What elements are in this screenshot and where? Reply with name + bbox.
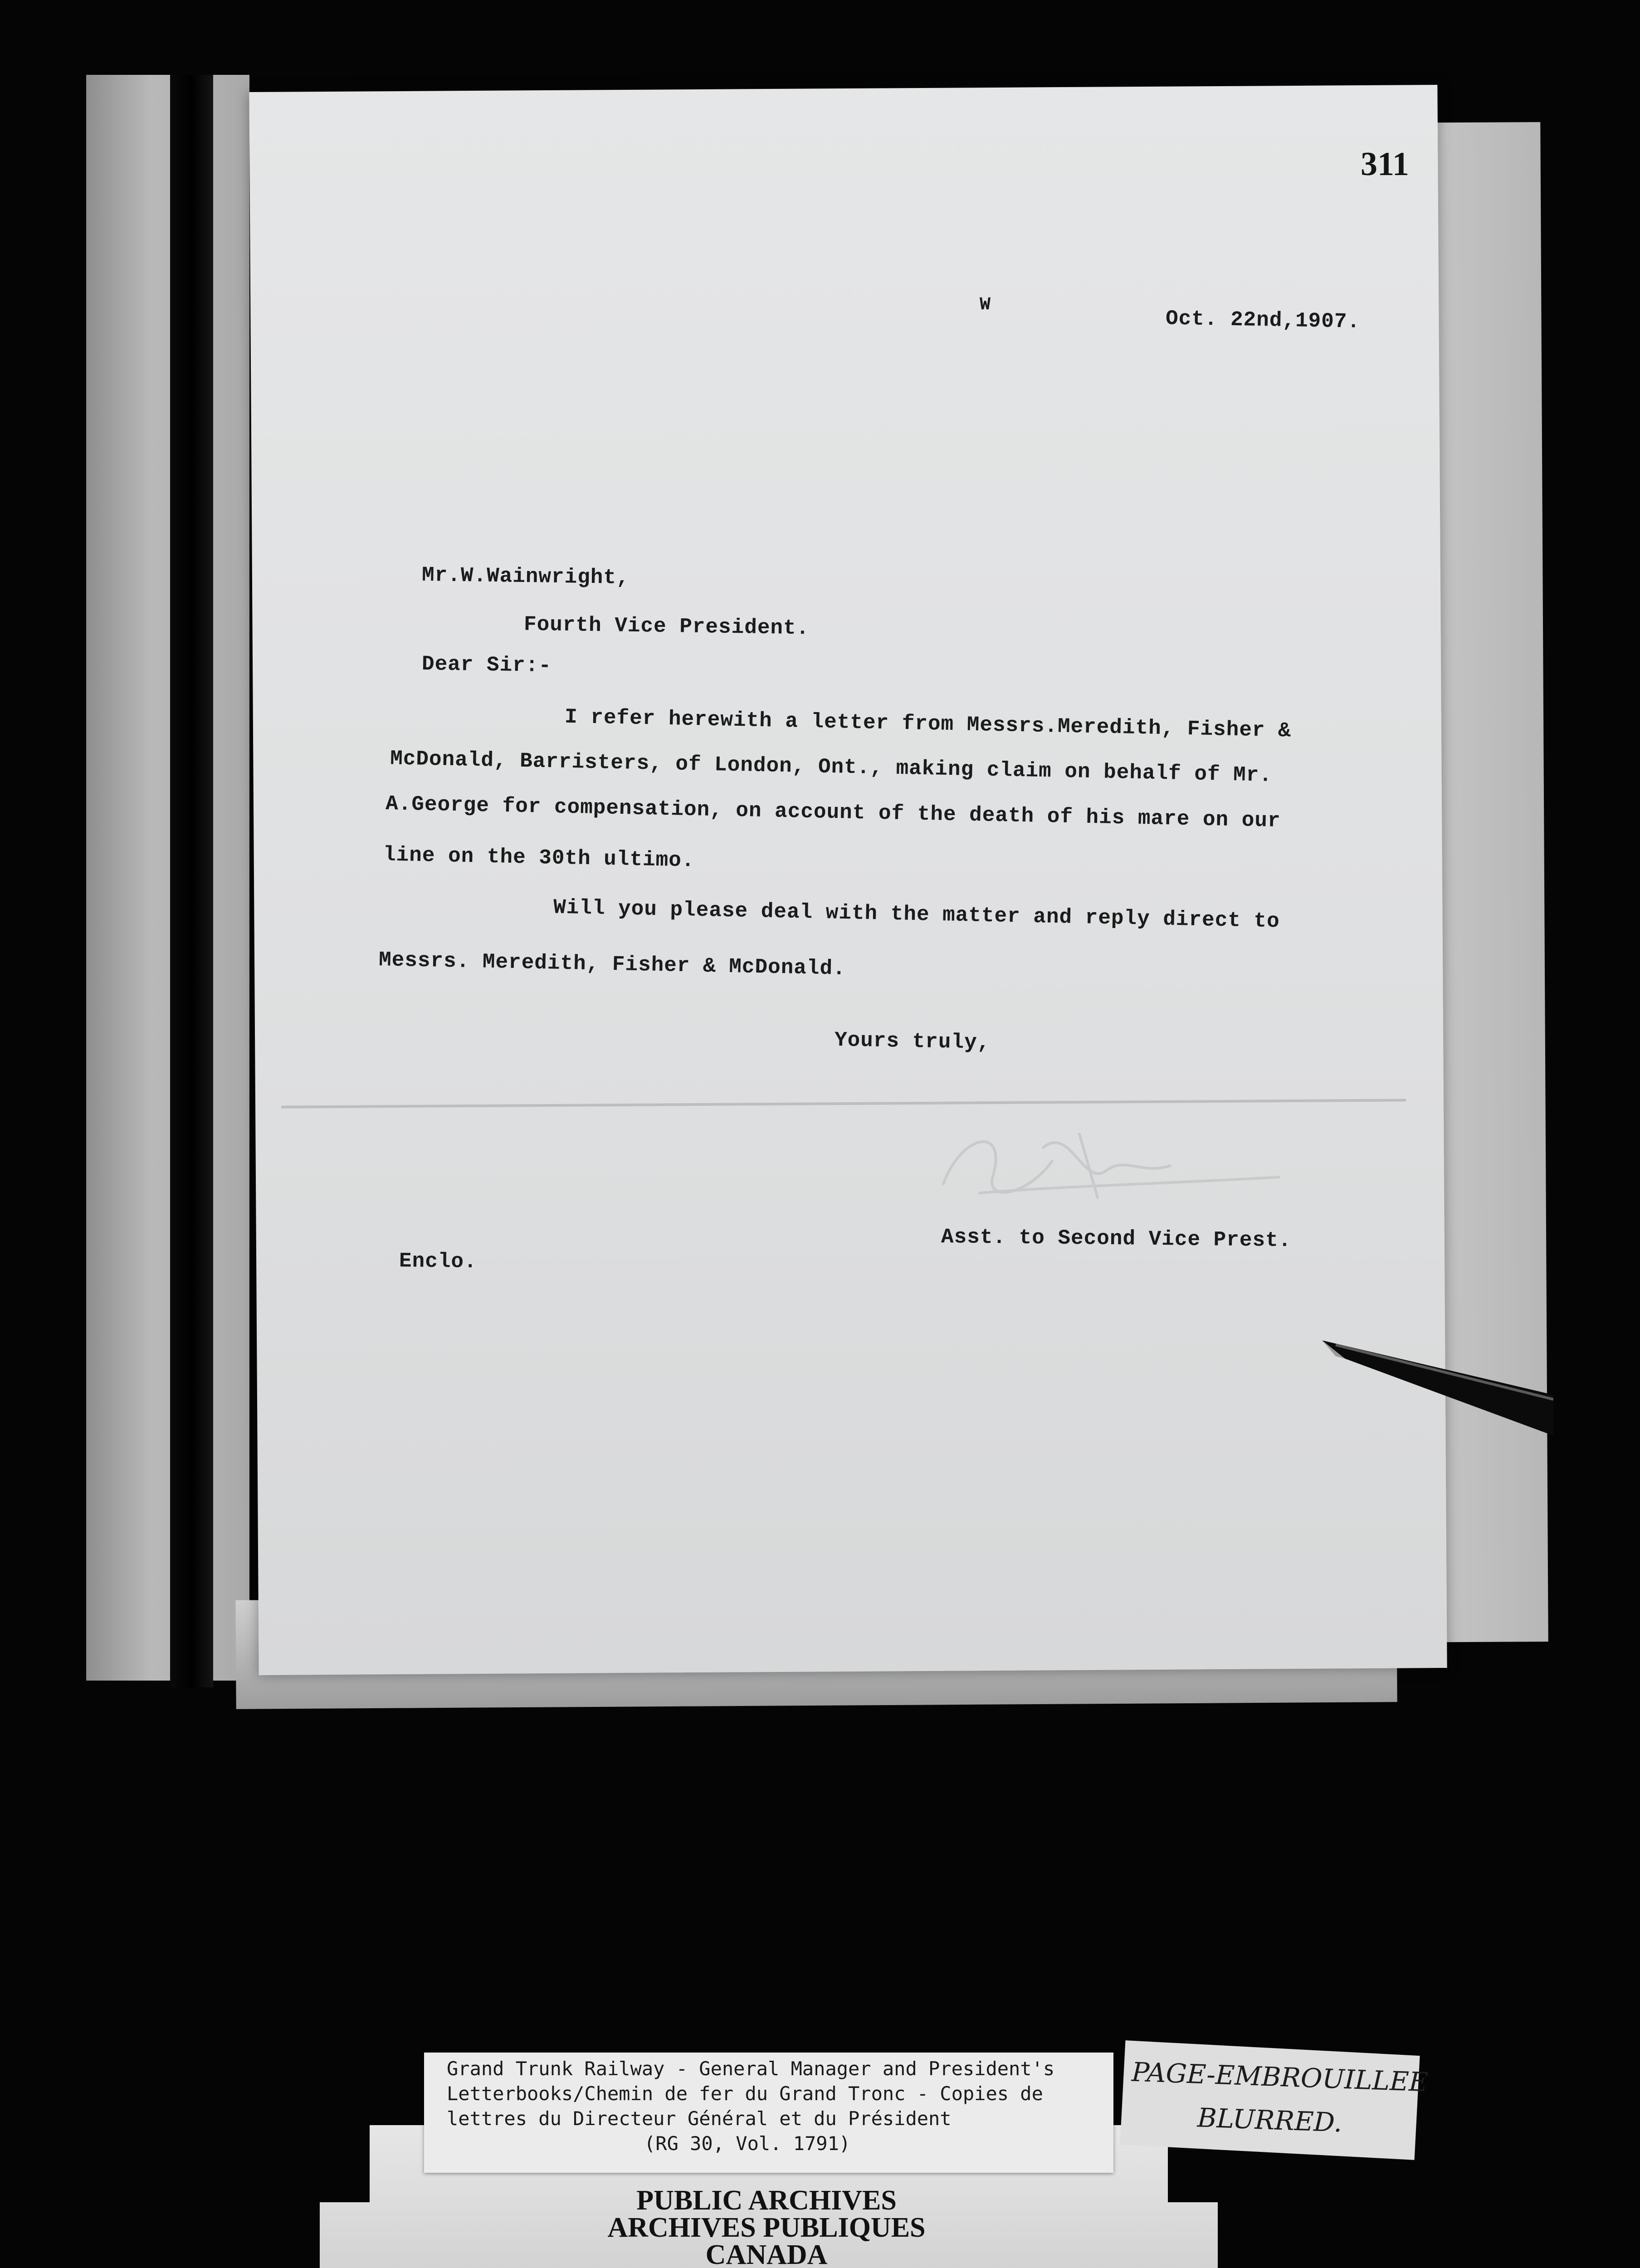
- initial-mark: W: [980, 295, 991, 315]
- left-page: [86, 75, 249, 1681]
- body-line: line on the 30th ultimo.: [383, 843, 695, 873]
- enclosure-note: Enclo.: [399, 1249, 477, 1274]
- salutation: Dear Sir:-: [421, 652, 552, 678]
- body-line: A.George for compensation, on account of the death of his mare on our: [385, 792, 1281, 833]
- archive-country: CANADA: [705, 2239, 828, 2268]
- recipient-title: Fourth Vice President.: [523, 612, 810, 640]
- letter-date: Oct. 22nd,1907.: [1165, 307, 1361, 334]
- faded-signature: [889, 1107, 1297, 1216]
- body-line: McDonald, Barristers, of London, Ont., making claim on behalf of Mr.: [390, 747, 1273, 787]
- handwritten-note: BLURRED.: [1196, 2102, 1343, 2138]
- binding-shadow: [170, 75, 213, 1687]
- pen-icon: [1318, 1331, 1553, 1495]
- archive-name: ARCHIVES PUBLIQUES: [607, 2212, 926, 2243]
- recipient-name: Mr.W.Wainwright,: [421, 563, 630, 590]
- collection-line: Letterbooks/Chemin de fer du Grand Tronc - Copies de: [447, 2082, 1043, 2105]
- signature-title: Asst. to Second Vice Prest.: [941, 1225, 1292, 1253]
- collection-line: (RG 30, Vol. 1791): [644, 2132, 851, 2155]
- handwritten-note: PAGE-EMBROUILLEE: [1131, 2056, 1429, 2098]
- archive-name: PUBLIC ARCHIVES: [636, 2185, 897, 2216]
- collection-line: lettres du Directeur Général et du Président: [447, 2107, 952, 2130]
- body-line: I refer herewith a letter from Messrs.Meredith, Fisher &: [564, 705, 1292, 743]
- label-notch: [320, 2125, 370, 2202]
- body-line: Messrs. Meredith, Fisher & McDonald.: [378, 948, 846, 981]
- page-number: 311: [1361, 146, 1409, 183]
- collection-line: Grand Trunk Railway - General Manager and President's: [447, 2058, 1055, 2080]
- letter-closing: Yours truly,: [834, 1028, 991, 1055]
- body-line: Will you please deal with the matter and reply direct to: [553, 895, 1280, 934]
